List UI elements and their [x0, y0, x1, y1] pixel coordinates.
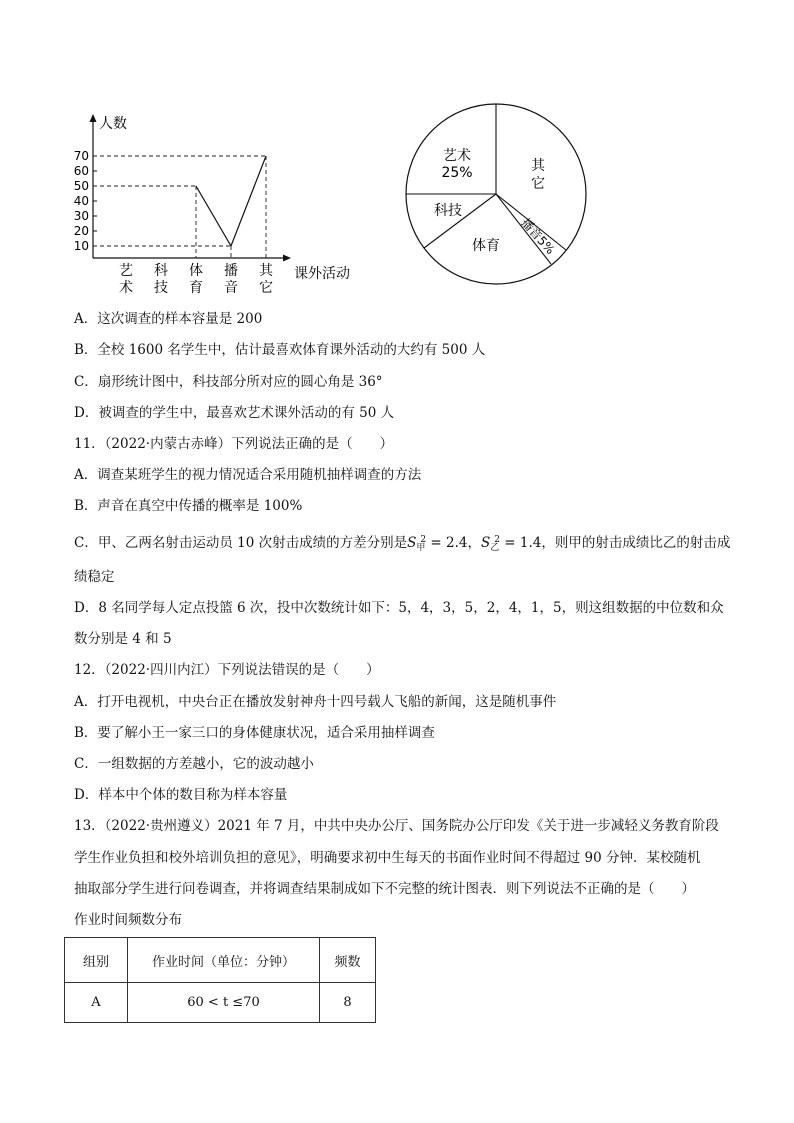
- pie-label-broadcast: 播音5%: [518, 215, 558, 258]
- category-other-2: 它: [259, 280, 273, 296]
- y-tick-20: 20: [73, 224, 89, 238]
- variance-value-yi: = 1.4，则甲的射击成绩比乙的射击成: [499, 535, 731, 551]
- table-title: 作业时间频数分布: [74, 912, 182, 928]
- table-header-row: [65, 938, 376, 983]
- line-chart: [60, 108, 370, 298]
- superscript-2-jia: 2: [420, 535, 427, 545]
- category-other-1: 其: [259, 263, 273, 279]
- q11-option-c-text: C．甲、乙两名射击运动员 10 次射击成绩的方差分别是: [74, 535, 408, 551]
- pie-label-pe: 体育: [472, 238, 500, 254]
- table-cell-time: 60 < t ≤70: [128, 983, 320, 1023]
- y-tick-60: 60: [73, 164, 89, 178]
- subscript-yi: 乙: [490, 543, 500, 553]
- table-header-group: 组别: [65, 938, 128, 983]
- pie-label-other-1: 其: [531, 158, 545, 174]
- table-row: [65, 983, 376, 1023]
- q13-line1: 13．（2022·贵州遵义）2021 年 7 月，中共中央办公厅、国务院办公厅印发《关于进一步减轻义务教育阶段: [74, 818, 719, 834]
- q10-option-a: A．这次调查的样本容量是 200: [74, 311, 263, 327]
- category-broadcast-1: 播: [224, 263, 238, 279]
- x-axis-label: 课外活动: [294, 266, 350, 282]
- pie-chart: [400, 100, 595, 290]
- q12-stem: 12．（2022·四川内江）下列说法错误的是（ ）: [74, 662, 380, 678]
- category-tech-2: 技: [154, 280, 168, 296]
- y-tick-10: 10: [73, 239, 89, 253]
- q11-option-c-cont: 绩稳定: [74, 569, 115, 585]
- y-tick-70: 70: [73, 149, 89, 163]
- q12-option-b: B．要了解小王一家三口的身体健康状况，适合采用抽样调查: [74, 725, 435, 741]
- q13-line2: 学生作业负担和校外培训负担的意见》，明确要求初中生每天的书面作业时间不得超过 90 分钟．某校随机: [74, 850, 701, 866]
- category-art-1: 艺: [119, 263, 133, 279]
- category-pe-1: 体: [189, 263, 203, 279]
- category-tech-1: 科: [154, 263, 168, 279]
- frequency-table: [64, 937, 376, 1023]
- variance-value-jia: = 2.4，: [426, 535, 481, 551]
- q11-stem: 11．（2022·内蒙古赤峰）下列说法正确的是（ ）: [74, 436, 394, 452]
- q11-option-d-line1: D．8 名同学每人定点投篮 6 次，投中次数统计如下：5，4，3，5，2，4，1，5，则这组数据的中位数和众: [74, 600, 724, 616]
- category-broadcast-2: 音: [224, 280, 238, 296]
- pie-label-other-2: 它: [531, 176, 545, 192]
- y-tick-30: 30: [73, 209, 89, 223]
- table-header-freq: 频数: [320, 938, 376, 983]
- data-line: [196, 156, 266, 246]
- y-tick-40: 40: [73, 194, 89, 208]
- pie-label-art-pct: 25%: [441, 165, 473, 181]
- q10-option-c: C．扇形统计图中，科技部分所对应的圆心角是 36°: [74, 374, 383, 390]
- y-tick-50: 50: [73, 179, 89, 193]
- y-axis-arrow: [90, 114, 97, 122]
- variance-symbol-jia: S: [407, 535, 417, 551]
- superscript-2-yi: 2: [494, 535, 500, 545]
- q11-option-b: B．声音在真空中传播的概率是 100%: [74, 498, 303, 514]
- q11-option-c: [74, 534, 730, 554]
- table-cell-group: A: [65, 983, 128, 1023]
- q11-option-a: A．调查某班学生的视力情况适合采用随机抽样调查的方法: [74, 467, 422, 483]
- category-pe-2: 育: [189, 280, 203, 296]
- dashed-guides: [93, 156, 266, 258]
- variance-symbol-yi: S: [480, 535, 491, 551]
- y-axis-label: 人数: [99, 116, 127, 132]
- q11-option-d-line2: 数分别是 4 和 5: [74, 631, 172, 647]
- table-cell-freq: 8: [320, 983, 376, 1023]
- pie-label-tech: 科技: [434, 203, 462, 219]
- q12-option-c: C．一组数据的方差越小，它的波动越小: [74, 756, 314, 772]
- q12-option-d: D．样本中个体的数目称为样本容量: [74, 787, 288, 803]
- q13-line3: 抽取部分学生进行问卷调查，并将调查结果制成如下不完整的统计图表．则下列说法不正确的是（ ）: [74, 881, 695, 897]
- category-art-2: 术: [119, 280, 133, 296]
- x-axis-arrow: [283, 255, 291, 262]
- table-header-time: 作业时间（单位：分钟）: [128, 938, 320, 983]
- subscript-jia: 甲: [416, 543, 426, 553]
- q10-option-d: D．被调查的学生中，最喜欢艺术课外活动的有 50 人: [74, 405, 395, 421]
- q10-option-b: B．全校 1600 名学生中，估计最喜欢体育课外活动的大约有 500 人: [74, 342, 486, 358]
- q12-option-a: A．打开电视机，中央台正在播放发射神舟十四号载人飞船的新闻，这是随机事件: [74, 694, 557, 710]
- pie-label-art: 艺术: [443, 148, 471, 164]
